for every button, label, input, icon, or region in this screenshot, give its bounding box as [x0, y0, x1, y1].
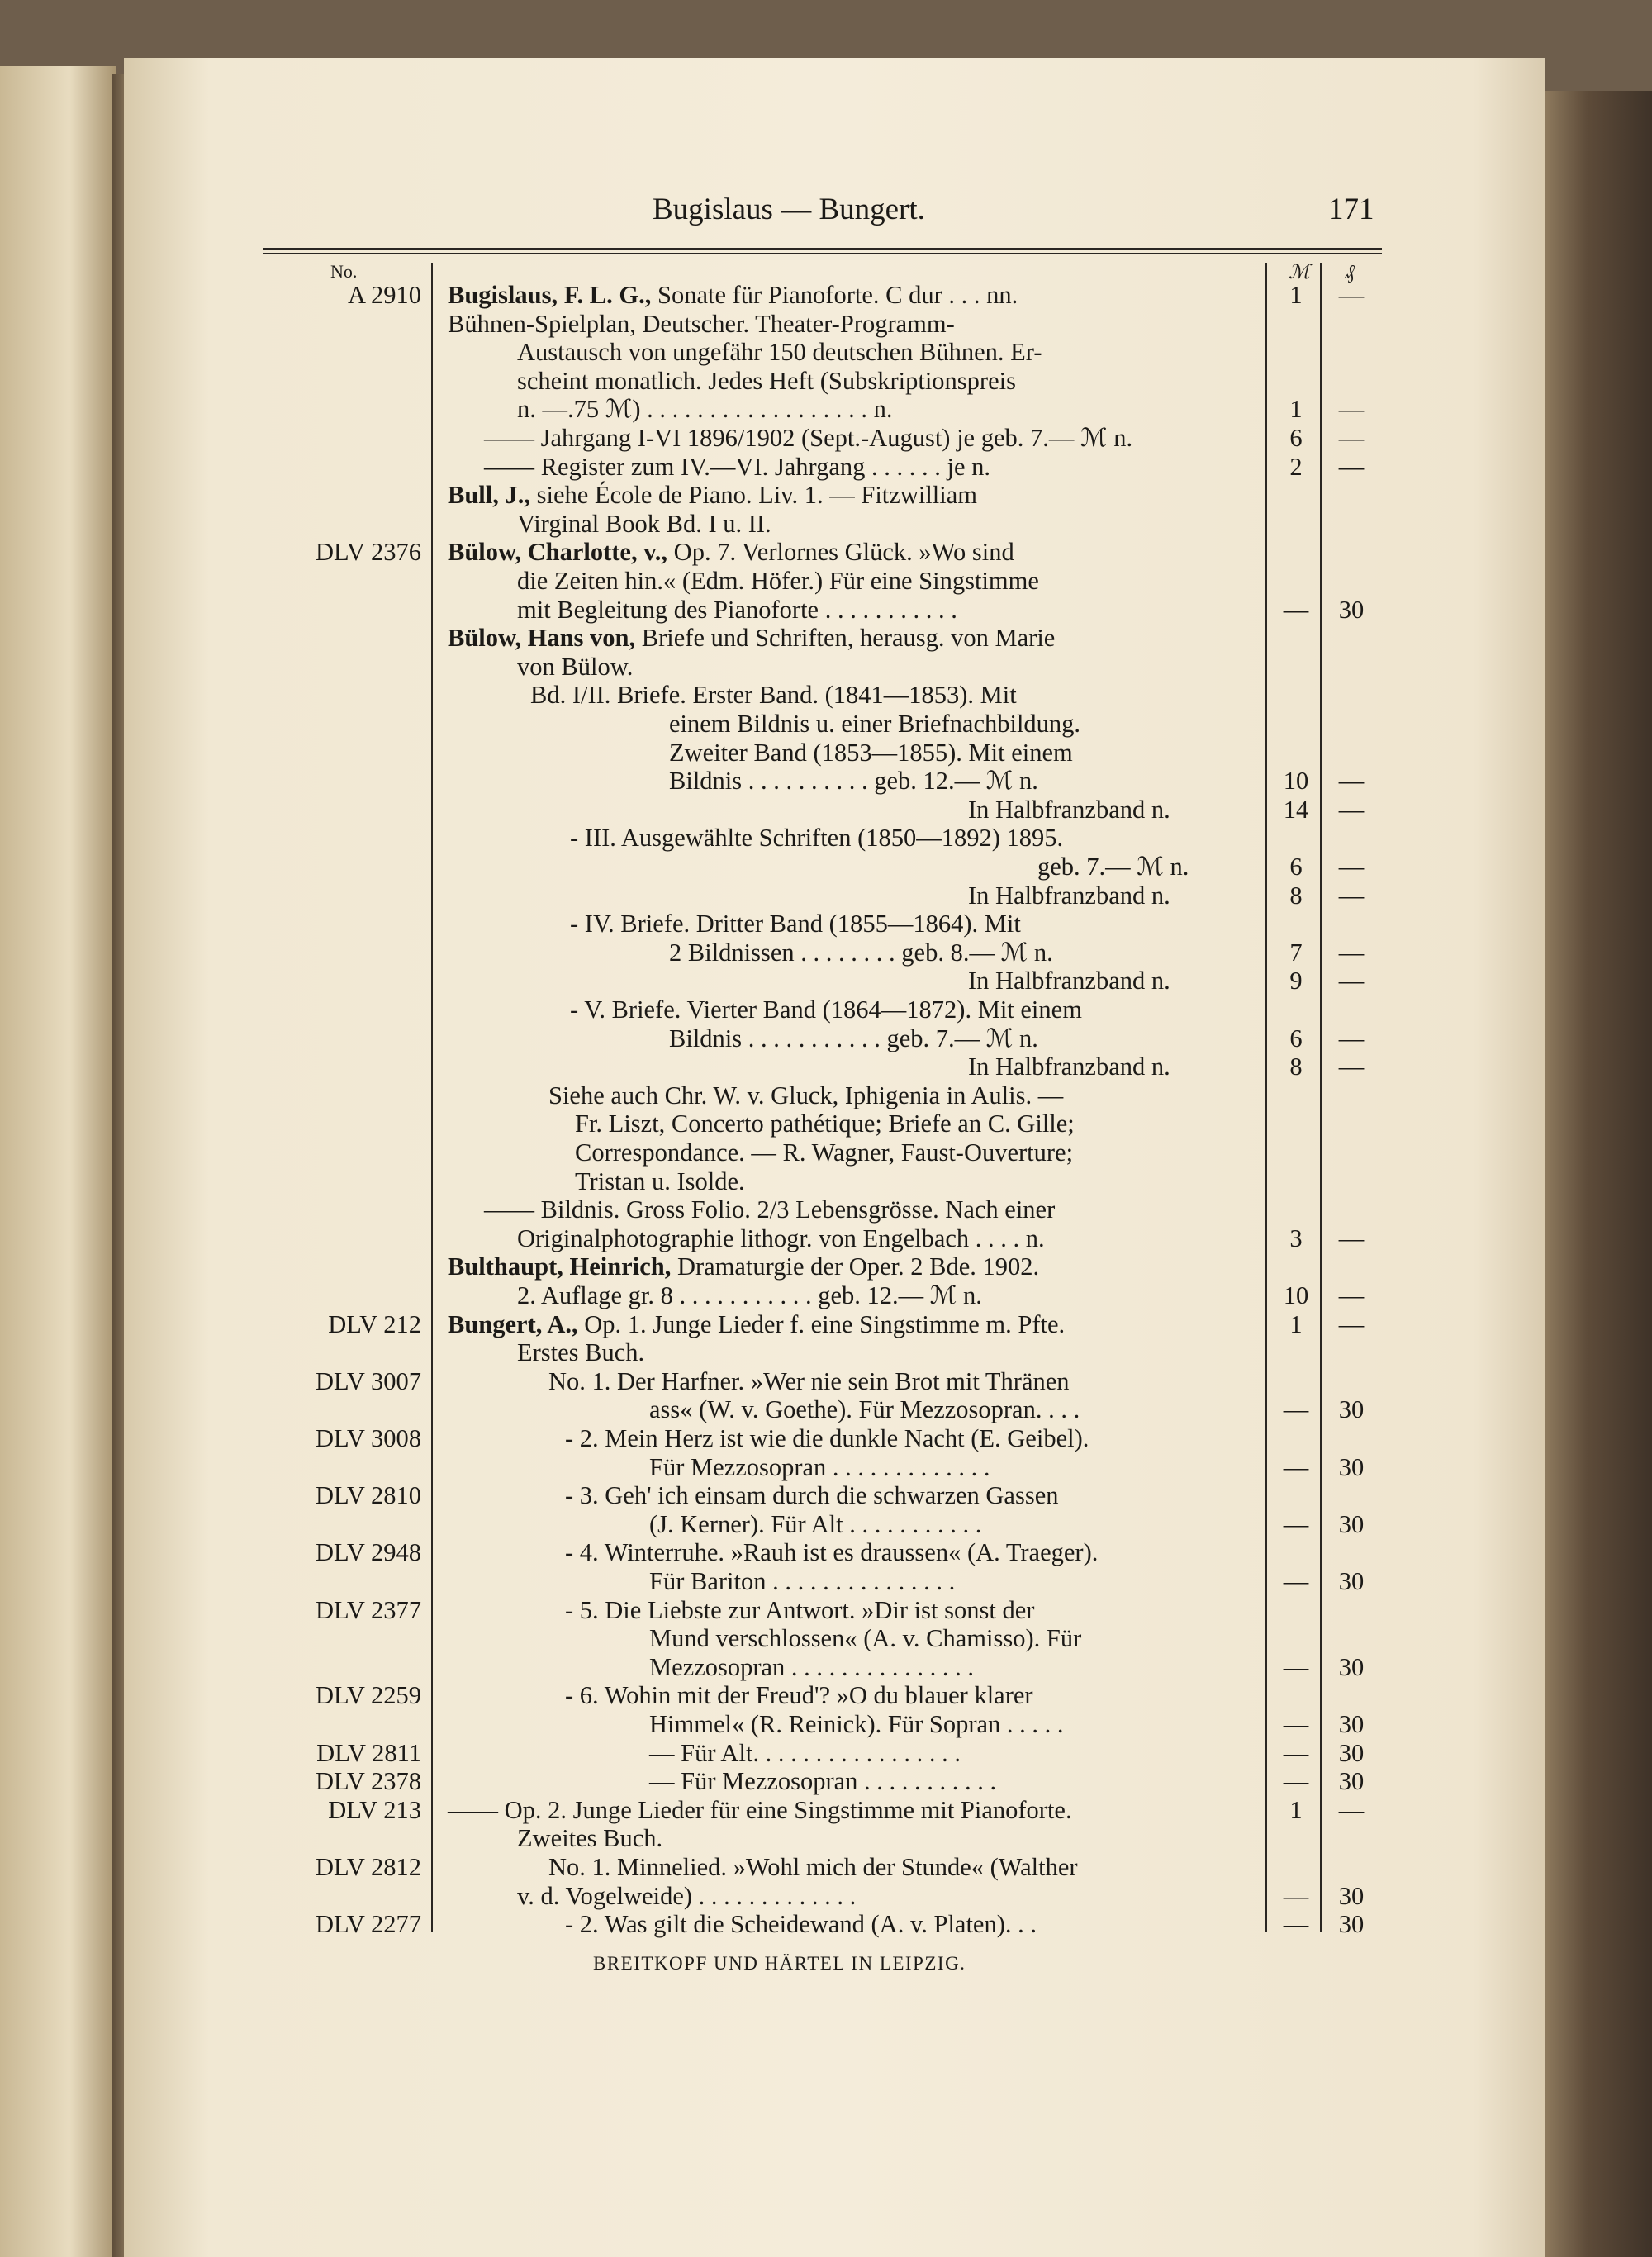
price-mark: — [1283, 1395, 1309, 1424]
entry-text: - 6. Wohin mit der Freud'? »O du blauer klarer [565, 1681, 1033, 1710]
price-mark: 14 [1283, 795, 1309, 824]
header-rule-top [263, 248, 1382, 250]
price-mark: 1 [1289, 1309, 1303, 1338]
entry-text: Bugislaus, F. L. G., Sonate für Pianoforte. C dur . . . nn. [448, 281, 1018, 309]
price-mark: — [1283, 1452, 1309, 1481]
price-pfennig: — [1338, 767, 1365, 796]
entry-number: DLV 3008 [316, 1424, 421, 1452]
price-mark: 8 [1289, 881, 1303, 910]
column-head-pf: ₰ [1345, 262, 1355, 283]
entry-text: — Für Mezzosopran . . . . . . . . . . . [649, 1767, 997, 1796]
page-number: 171 [1328, 192, 1374, 226]
price-pfennig: 30 [1338, 1652, 1365, 1681]
entry-text: —— Op. 2. Junge Lieder für eine Singstimme mit Pianoforte. [448, 1795, 1072, 1824]
price-mark: — [1283, 1738, 1309, 1767]
price-pfennig: 30 [1338, 1567, 1365, 1595]
price-mark: 6 [1289, 1024, 1303, 1052]
entry-number: DLV 2378 [316, 1767, 421, 1796]
price-mark: 3 [1289, 1224, 1303, 1252]
entry-text: Virginal Book Bd. I u. II. [517, 509, 771, 538]
price-pfennig: 30 [1338, 1452, 1365, 1481]
entry-text: — Für Alt. . . . . . . . . . . . . . . . . [649, 1738, 961, 1767]
price-pfennig: — [1338, 424, 1365, 452]
entry-number: DLV 2376 [316, 538, 421, 567]
price-pfennig: — [1338, 281, 1365, 309]
entry-text: Erstes Buch. [517, 1338, 645, 1367]
price-pfennig: — [1338, 795, 1365, 824]
entry-text: —— Jahrgang I-VI 1896/1902 (Sept.-August) je geb. 7.— ℳ n. [484, 424, 1133, 452]
price-pfennig: 30 [1338, 1738, 1365, 1767]
price-pfennig: 30 [1338, 595, 1365, 624]
price-pfennig: — [1338, 1795, 1365, 1824]
price-pfennig: — [1338, 1309, 1365, 1338]
entry-text: Originalphotographie lithogr. von Engelbach . . . . n. [517, 1224, 1045, 1252]
entry-text: No. 1. Der Harfner. »Wer nie sein Brot mit Thränen [548, 1366, 1070, 1395]
entry-text: ass« (W. v. Goethe). Für Mezzosopran. . . . [649, 1395, 1080, 1424]
price-pfennig: 30 [1338, 1509, 1365, 1538]
entry-number: DLV 2811 [316, 1738, 421, 1767]
entry-text: Bildnis . . . . . . . . . . geb. 12.— ℳ n. [669, 767, 1038, 796]
entry-text: In Halbfranzband n. [968, 795, 1170, 824]
price-pfennig: 30 [1338, 1881, 1365, 1910]
price-mark: — [1283, 595, 1309, 624]
entry-text: Zweiter Band (1853—1855). Mit einem [669, 738, 1073, 767]
price-mark: 1 [1289, 281, 1303, 309]
entry-number: DLV 2259 [316, 1681, 421, 1710]
price-mark: 6 [1289, 424, 1303, 452]
price-pfennig: — [1338, 853, 1365, 881]
entry-text: - 5. Die Liebste zur Antwort. »Dir ist sonst der [565, 1595, 1035, 1624]
entry-text: In Halbfranzband n. [968, 881, 1170, 910]
entry-number: DLV 213 [328, 1795, 421, 1824]
price-pfennig: 30 [1338, 1910, 1365, 1939]
entry-text: (J. Kerner). Für Alt . . . . . . . . . . . [649, 1509, 982, 1538]
entry-text: Für Mezzosopran . . . . . . . . . . . . . [649, 1452, 990, 1481]
price-pfennig: — [1338, 1224, 1365, 1252]
price-mark: — [1283, 1881, 1309, 1910]
entry-text: - 4. Winterruhe. »Rauh ist es draussen« (A. Traeger). [565, 1538, 1099, 1567]
entry-text: mit Begleitung des Pianoforte . . . . . . . . . . . [517, 595, 957, 624]
entry-text: Austausch von ungefähr 150 deutschen Bühnen. Er- [517, 338, 1042, 367]
column-head-mark: ℳ [1289, 262, 1310, 283]
price-pfennig: — [1338, 1024, 1365, 1052]
price-mark: — [1283, 1710, 1309, 1738]
price-mark: 8 [1289, 1052, 1303, 1081]
entry-text: No. 1. Minnelied. »Wohl mich der Stunde« (Walther [548, 1853, 1078, 1881]
entry-text: Mezzosopran . . . . . . . . . . . . . . . [649, 1652, 975, 1681]
price-mark: 7 [1289, 938, 1303, 967]
entry-text: Fr. Liszt, Concerto pathétique; Briefe an C. Gille; [575, 1109, 1075, 1138]
entry-text: In Halbfranzband n. [968, 1052, 1170, 1081]
price-mark: — [1283, 1910, 1309, 1939]
entry-text: Bull, J., siehe École de Piano. Liv. 1. — Fitzwilliam [448, 481, 978, 510]
price-pfennig: — [1338, 452, 1365, 481]
price-pfennig: — [1338, 1052, 1365, 1081]
entry-text: In Halbfranzband n. [968, 967, 1170, 995]
price-mark: 6 [1289, 853, 1303, 881]
price-mark: 1 [1289, 395, 1303, 424]
price-pfennig: 30 [1338, 1395, 1365, 1424]
entry-text: —— Bildnis. Gross Folio. 2/3 Lebensgrösse. Nach einer [484, 1195, 1056, 1224]
price-pfennig: — [1338, 881, 1365, 910]
entry-text: Bungert, A., Op. 1. Junge Lieder f. eine Singstimme m. Pfte. [448, 1309, 1066, 1338]
entry-text: scheint monatlich. Jedes Heft (Subskriptionspreis [517, 366, 1016, 395]
entry-text: 2. Auflage gr. 8 . . . . . . . . . . . geb. 12.— ℳ n. [517, 1281, 982, 1309]
price-mark: — [1283, 1652, 1309, 1681]
entry-number: DLV 212 [328, 1309, 421, 1338]
header-rule-bottom [263, 253, 1382, 254]
entry-text: Für Bariton . . . . . . . . . . . . . . . [649, 1567, 956, 1595]
entry-text: - 2. Mein Herz ist wie die dunkle Nacht (E. Geibel). [565, 1424, 1089, 1452]
price-mark: 1 [1289, 1795, 1303, 1824]
entry-number: DLV 2948 [316, 1538, 421, 1567]
entry-text: Mund verschlossen« (A. v. Chamisso). Für [649, 1624, 1082, 1653]
price-mark: 10 [1283, 1281, 1309, 1309]
entry-text: Himmel« (R. Reinick). Für Sopran . . . . . [649, 1710, 1064, 1738]
entry-text: - III. Ausgewählte Schriften (1850—1892) 1895. [570, 824, 1064, 853]
entry-text: 2 Bildnissen . . . . . . . . geb. 8.— ℳ n. [669, 938, 1053, 967]
entry-text: die Zeiten hin.« (Edm. Höfer.) Für eine Singstimme [517, 567, 1039, 595]
entry-text: Siehe auch Chr. W. v. Gluck, Iphigenia in Aulis. — [548, 1081, 1064, 1109]
entry-text: Bülow, Charlotte, v., Op. 7. Verlornes Glück. »Wo sind [448, 538, 1014, 567]
running-title: Bugislaus — Bungert. [653, 192, 925, 226]
entry-number: DLV 2810 [316, 1481, 421, 1510]
entry-text: von Bülow. [517, 652, 634, 681]
price-mark: 2 [1289, 452, 1303, 481]
column-rule-mark [1265, 263, 1267, 1932]
entry-text: - V. Briefe. Vierter Band (1864—1872). Mit einem [570, 995, 1082, 1024]
price-pfennig: — [1338, 967, 1365, 995]
entry-text: Bülow, Hans von, Briefe und Schriften, herausg. von Marie [448, 624, 1056, 653]
entry-text: Bulthaupt, Heinrich, Dramaturgie der Oper. 2 Bde. 1902. [448, 1252, 1040, 1281]
price-mark: — [1283, 1567, 1309, 1595]
entry-text: Bildnis . . . . . . . . . . . geb. 7.— ℳ n. [669, 1024, 1038, 1052]
price-mark: — [1283, 1767, 1309, 1796]
price-pfennig: 30 [1338, 1710, 1365, 1738]
book-edge [1545, 91, 1652, 2257]
entry-text: —— Register zum IV.—VI. Jahrgang . . . . . . je n. [484, 452, 991, 481]
column-rule-pf [1320, 263, 1322, 1932]
publisher-footer: BREITKOPF UND HÄRTEL IN LEIPZIG. [593, 1953, 966, 1974]
entry-number: DLV 2377 [316, 1595, 421, 1624]
entry-text: - 3. Geh' ich einsam durch die schwarzen Gassen [565, 1481, 1059, 1510]
entry-text: Bd. I/II. Briefe. Erster Band. (1841—1853). Mit [530, 681, 1017, 710]
entry-number: DLV 2277 [316, 1910, 421, 1939]
entry-text: Tristan u. Isolde. [575, 1167, 745, 1195]
entry-number: DLV 2812 [316, 1853, 421, 1881]
entry-text: - IV. Briefe. Dritter Band (1855—1864). Mit [570, 910, 1021, 938]
price-pfennig: — [1338, 938, 1365, 967]
entry-number: A 2910 [348, 281, 421, 309]
entry-text: geb. 7.— ℳ n. [1037, 853, 1189, 881]
price-pfennig: — [1338, 1281, 1365, 1309]
price-mark: — [1283, 1509, 1309, 1538]
price-pfennig: 30 [1338, 1767, 1365, 1796]
price-mark: 10 [1283, 767, 1309, 796]
column-head-no: No. [330, 261, 358, 282]
facing-page-edge [0, 66, 116, 2257]
entry-text: n. —.75 ℳ) . . . . . . . . . . . . . . . . . . n. [517, 395, 893, 424]
entry-text: Bühnen-Spielplan, Deutscher. Theater-Programm- [448, 309, 955, 338]
entry-text: - 2. Was gilt die Scheidewand (A. v. Platen). . . [565, 1910, 1037, 1939]
entry-text: Correspondance. — R. Wagner, Faust-Ouverture; [575, 1138, 1074, 1167]
entry-text: Zweites Buch. [517, 1824, 663, 1853]
entry-text: einem Bildnis u. einer Briefnachbildung. [669, 710, 1081, 738]
price-pfennig: — [1338, 395, 1365, 424]
entry-text: v. d. Vogelweide) . . . . . . . . . . . . . [517, 1881, 857, 1910]
column-rule-no [431, 263, 433, 1932]
price-mark: 9 [1289, 967, 1303, 995]
entry-number: DLV 3007 [316, 1366, 421, 1395]
